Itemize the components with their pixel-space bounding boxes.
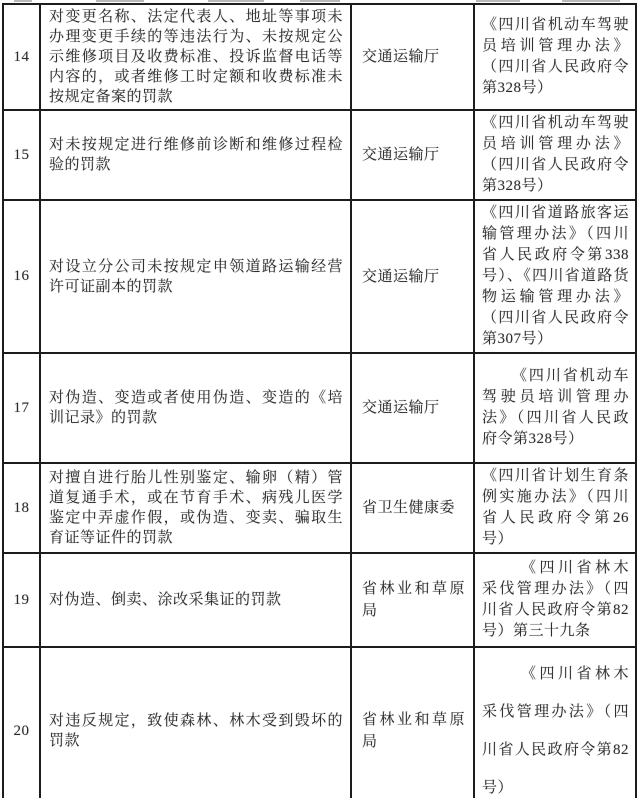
agency-name: 省林业和草原局	[351, 647, 474, 798]
violation-text: 对变更名称、法定代表人、地址等事项未办理变更手续的等违法行为、未按规定公示维修项目及收费标准、投诉监督电话等内容的，或者维修工时定额和收费标准未按规定备案的罚款	[40, 4, 351, 110]
legal-basis: 《四川省机动车驾驶员培训管理办法》（四川省人民政府令第328号）	[474, 353, 636, 463]
violation-text: 对未按规定进行维修前诊断和维修过程检验的罚款	[40, 110, 351, 200]
table-row-20	[3, 647, 636, 798]
table-row-18	[3, 463, 636, 553]
scan-artifact	[562, 0, 620, 2]
legal-basis: 《四川省林木采伐管理办法》（四川省人民政府令第82号）	[474, 647, 636, 798]
agency-name: 交通运输厅	[351, 353, 474, 463]
scan-artifact	[476, 0, 520, 2]
violation-text: 对伪造、变造或者使用伪造、变造的《培训记录》的罚款	[40, 353, 351, 463]
agency-name: 省卫生健康委	[351, 463, 474, 553]
legal-basis: 《四川省林木采伐管理办法》（四川省人民政府令第82号）第三十九条	[474, 553, 636, 647]
table-row-17	[3, 353, 636, 463]
row-number: 15	[3, 110, 40, 200]
table-row-14	[3, 4, 636, 110]
legal-basis: 《四川省道路旅客运输管理办法》（四川省人民政府令第338号）、《四川省道路货物运输管理办法》（四川省人民政府令第307号）	[474, 200, 636, 353]
agency-name: 交通运输厅	[351, 110, 474, 200]
row-number: 14	[3, 4, 40, 110]
scan-artifact	[300, 0, 340, 2]
violation-text: 对设立分公司未按规定申领道路运输经营许可证副本的罚款	[40, 200, 351, 353]
scan-artifact	[208, 0, 264, 2]
scan-artifact	[96, 0, 144, 2]
row-number: 20	[3, 647, 40, 798]
scan-artifact	[14, 0, 32, 2]
legal-basis: 《四川省计划生育条例实施办法》（四川省人民政府令第26号）	[474, 463, 636, 553]
agency-name: 省林业和草原局	[351, 553, 474, 647]
agency-name: 交通运输厅	[351, 200, 474, 353]
table-row-19	[3, 553, 636, 647]
penalty-items-table	[2, 3, 637, 798]
legal-basis: 《四川省机动车驾驶员培训管理办法》（四川省人民政府令第328号）	[474, 110, 636, 200]
violation-text: 对伪造、倒卖、涂改采集证的罚款	[40, 553, 351, 647]
violation-text: 对擅自进行胎儿性别鉴定、输卵（精）管道复通手术，或在节育手术、病残儿医学鉴定中弄虚作假，或伪造、变卖、骗取生育证等证件的罚款	[40, 463, 351, 553]
row-number: 16	[3, 200, 40, 353]
row-number: 17	[3, 353, 40, 463]
violation-text: 对违反规定，致使森林、林木受到毁坏的罚款	[40, 647, 351, 798]
legal-basis: 《四川省机动车驾驶员培训管理办法》（四川省人民政府令第328号）	[474, 4, 636, 110]
table-row-15	[3, 110, 636, 200]
table-row-16	[3, 200, 636, 353]
row-number: 19	[3, 553, 40, 647]
agency-name: 交通运输厅	[351, 4, 474, 110]
row-number: 18	[3, 463, 40, 553]
